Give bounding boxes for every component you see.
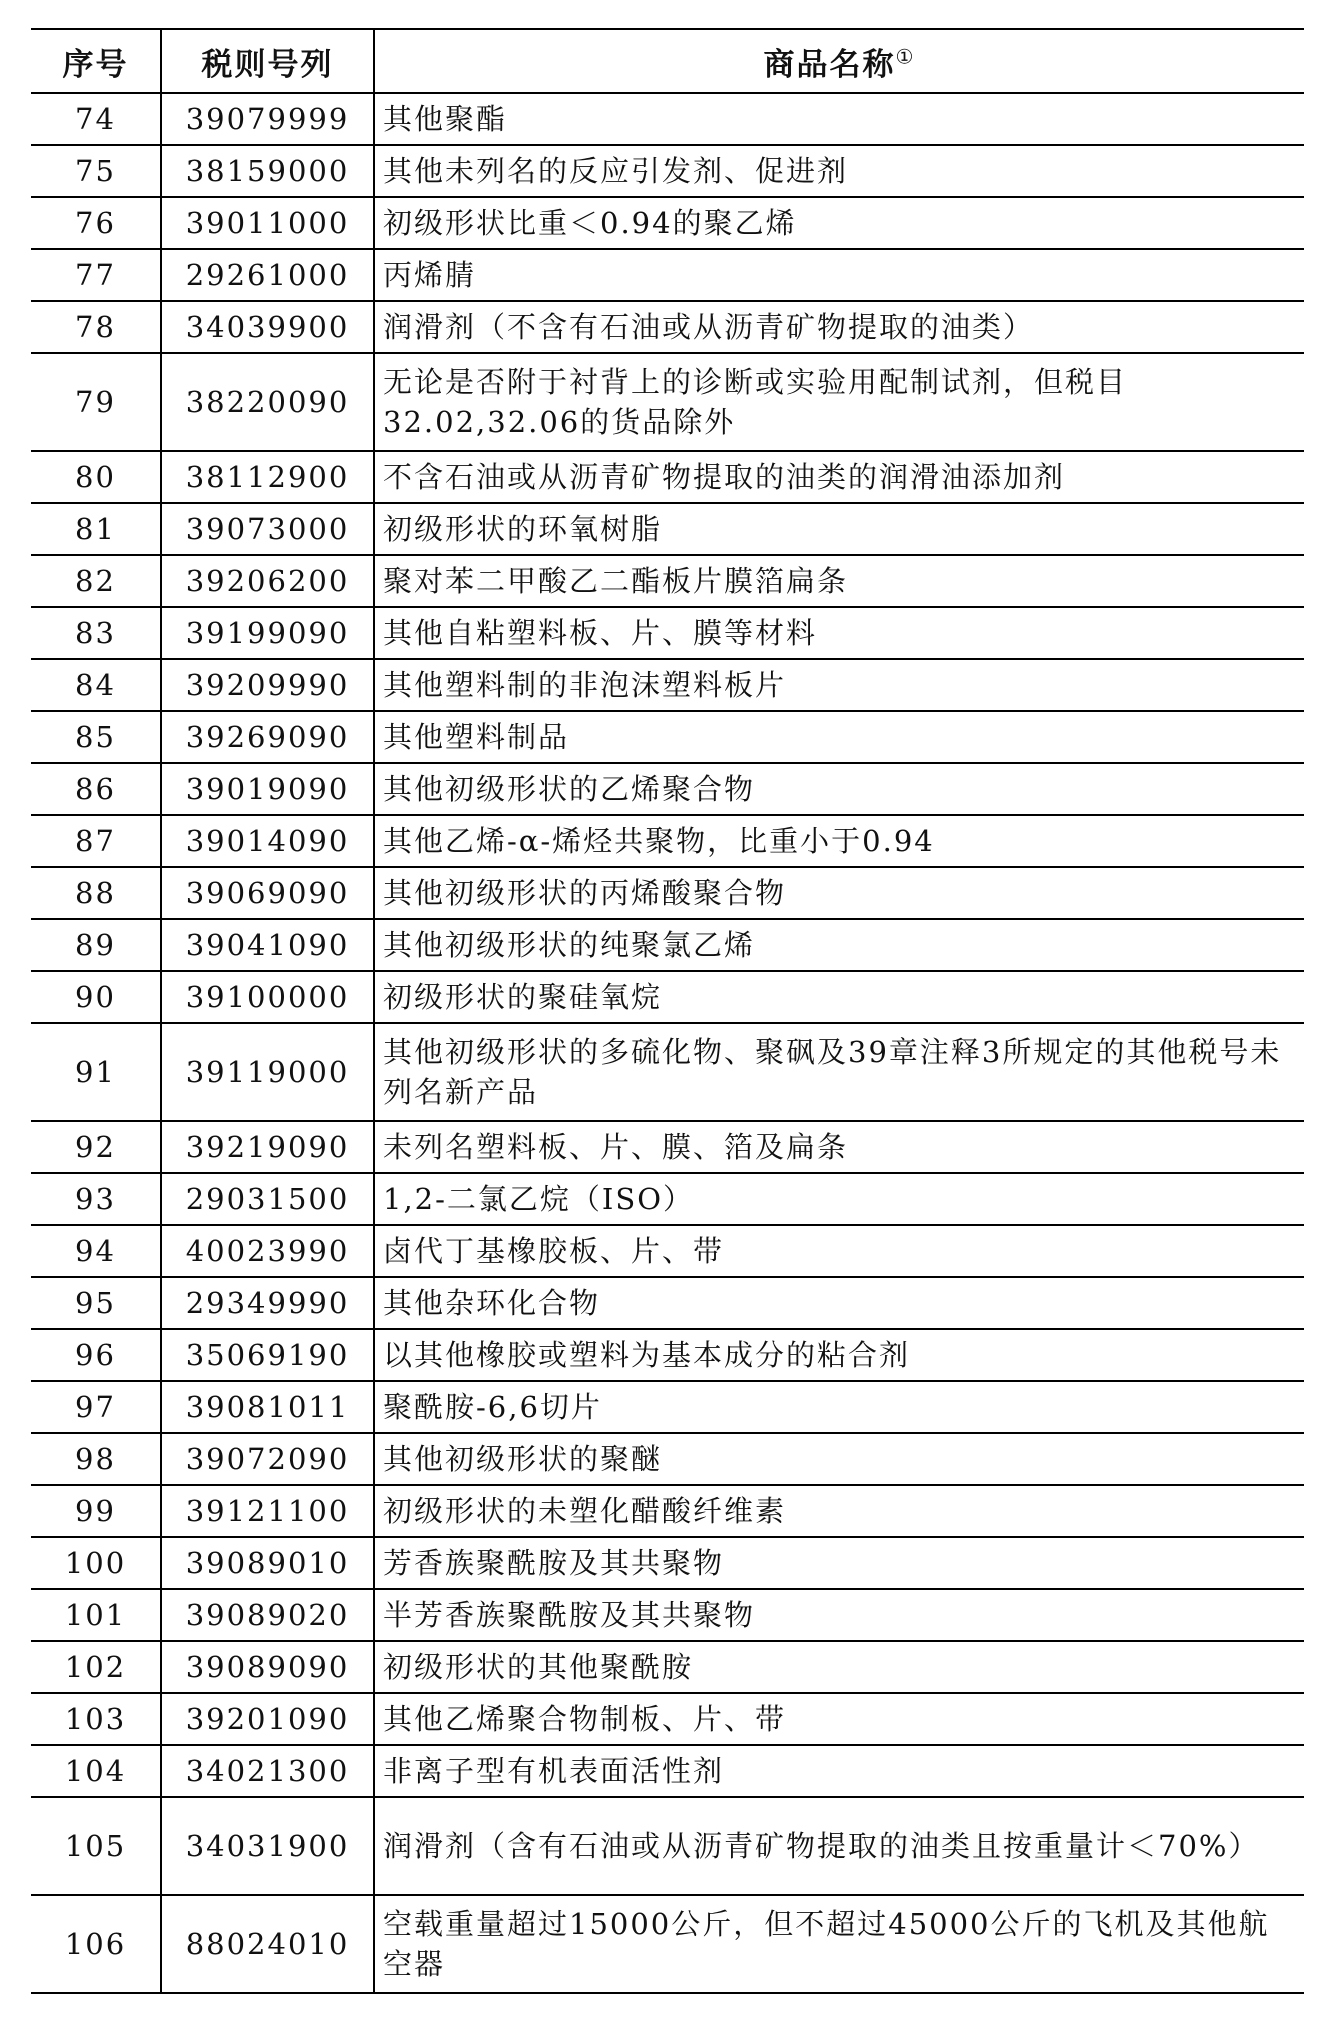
seq-cell: 96 [31, 1329, 161, 1381]
seq-cell: 86 [31, 763, 161, 815]
table-row [31, 145, 1304, 197]
table-row [31, 503, 1304, 555]
table-row [31, 815, 1304, 867]
code-cell: 38220090 [161, 353, 374, 451]
code-cell: 39199090 [161, 607, 374, 659]
seq-cell: 92 [31, 1121, 161, 1173]
table-row [31, 301, 1304, 353]
code-cell: 39219090 [161, 1121, 374, 1173]
code-cell: 39089010 [161, 1537, 374, 1589]
code-cell: 34039900 [161, 301, 374, 353]
code-cell: 39041090 [161, 919, 374, 971]
seq-cell: 85 [31, 711, 161, 763]
name-cell: 其他乙烯聚合物制板、片、带 [374, 1693, 1304, 1745]
seq-cell: 100 [31, 1537, 161, 1589]
name-cell: 其他塑料制品 [374, 711, 1304, 763]
name-cell: 其他初级形状的乙烯聚合物 [374, 763, 1304, 815]
table-row [31, 659, 1304, 711]
table-row [31, 607, 1304, 659]
table-row [31, 1433, 1304, 1485]
table-row [31, 1895, 1304, 1993]
seq-cell: 101 [31, 1589, 161, 1641]
seq-cell: 81 [31, 503, 161, 555]
tariff-table-page [31, 28, 1304, 1994]
seq-cell: 76 [31, 197, 161, 249]
name-cell: 1,2-二氯乙烷（ISO） [374, 1173, 1304, 1225]
code-cell: 40023990 [161, 1225, 374, 1277]
code-cell: 39014090 [161, 815, 374, 867]
table-row [31, 1537, 1304, 1589]
code-cell: 39019090 [161, 763, 374, 815]
code-cell: 39072090 [161, 1433, 374, 1485]
footnote-marker: ① [895, 44, 916, 69]
name-cell: 初级形状的聚硅氧烷 [374, 971, 1304, 1023]
table-row [31, 249, 1304, 301]
code-cell: 39206200 [161, 555, 374, 607]
code-cell: 29031500 [161, 1173, 374, 1225]
seq-cell: 93 [31, 1173, 161, 1225]
table-row [31, 919, 1304, 971]
table-row [31, 451, 1304, 503]
code-cell: 34021300 [161, 1745, 374, 1797]
tariff-table [31, 28, 1304, 1994]
header-code: 税则号列 [161, 29, 374, 93]
name-cell: 丙烯腈 [374, 249, 1304, 301]
name-cell: 其他未列名的反应引发剂、促进剂 [374, 145, 1304, 197]
table-row [31, 1693, 1304, 1745]
seq-cell: 88 [31, 867, 161, 919]
seq-cell: 90 [31, 971, 161, 1023]
seq-cell: 82 [31, 555, 161, 607]
code-cell: 34031900 [161, 1797, 374, 1895]
code-cell: 38159000 [161, 145, 374, 197]
code-cell: 39121100 [161, 1485, 374, 1537]
seq-cell: 99 [31, 1485, 161, 1537]
seq-cell: 89 [31, 919, 161, 971]
seq-cell: 77 [31, 249, 161, 301]
table-row [31, 1329, 1304, 1381]
name-cell: 初级形状比重＜0.94的聚乙烯 [374, 197, 1304, 249]
code-cell: 35069190 [161, 1329, 374, 1381]
table-row [31, 1225, 1304, 1277]
name-cell: 以其他橡胶或塑料为基本成分的粘合剂 [374, 1329, 1304, 1381]
seq-cell: 87 [31, 815, 161, 867]
seq-cell: 75 [31, 145, 161, 197]
name-cell: 其他初级形状的聚醚 [374, 1433, 1304, 1485]
name-cell: 初级形状的环氧树脂 [374, 503, 1304, 555]
table-header-row [31, 29, 1304, 93]
code-cell: 39201090 [161, 1693, 374, 1745]
name-cell: 聚酰胺-6,6切片 [374, 1381, 1304, 1433]
code-cell: 39079999 [161, 93, 374, 145]
table-row [31, 1641, 1304, 1693]
seq-cell: 80 [31, 451, 161, 503]
code-cell: 39073000 [161, 503, 374, 555]
seq-cell: 103 [31, 1693, 161, 1745]
code-cell: 29349990 [161, 1277, 374, 1329]
seq-cell: 102 [31, 1641, 161, 1693]
table-body [31, 93, 1304, 1993]
name-cell: 空载重量超过15000公斤，但不超过45000公斤的飞机及其他航空器 [374, 1895, 1304, 1993]
name-cell: 半芳香族聚酰胺及其共聚物 [374, 1589, 1304, 1641]
table-row [31, 763, 1304, 815]
name-cell: 非离子型有机表面活性剂 [374, 1745, 1304, 1797]
code-cell: 39269090 [161, 711, 374, 763]
name-cell: 无论是否附于衬背上的诊断或实验用配制试剂，但税目32.02,32.06的货品除外 [374, 353, 1304, 451]
code-cell: 39119000 [161, 1023, 374, 1121]
name-cell: 其他杂环化合物 [374, 1277, 1304, 1329]
table-row [31, 1277, 1304, 1329]
table-row [31, 867, 1304, 919]
name-cell: 未列名塑料板、片、膜、箔及扁条 [374, 1121, 1304, 1173]
header-name-label: 商品名称 [763, 46, 896, 83]
name-cell: 初级形状的其他聚酰胺 [374, 1641, 1304, 1693]
seq-cell: 74 [31, 93, 161, 145]
code-cell: 39089020 [161, 1589, 374, 1641]
header-seq: 序号 [31, 29, 161, 93]
name-cell: 卤代丁基橡胶板、片、带 [374, 1225, 1304, 1277]
name-cell: 其他聚酯 [374, 93, 1304, 145]
table-row [31, 1381, 1304, 1433]
name-cell: 初级形状的未塑化醋酸纤维素 [374, 1485, 1304, 1537]
table-row [31, 1023, 1304, 1121]
code-cell: 29261000 [161, 249, 374, 301]
name-cell: 润滑剂（不含有石油或从沥青矿物提取的油类） [374, 301, 1304, 353]
code-cell: 39100000 [161, 971, 374, 1023]
table-row [31, 93, 1304, 145]
table-row [31, 1485, 1304, 1537]
seq-cell: 104 [31, 1745, 161, 1797]
header-name [374, 29, 1304, 93]
seq-cell: 97 [31, 1381, 161, 1433]
name-cell: 润滑剂（含有石油或从沥青矿物提取的油类且按重量计＜70%） [374, 1797, 1304, 1895]
seq-cell: 78 [31, 301, 161, 353]
seq-cell: 98 [31, 1433, 161, 1485]
seq-cell: 83 [31, 607, 161, 659]
seq-cell: 91 [31, 1023, 161, 1121]
table-row [31, 1797, 1304, 1895]
name-cell: 其他初级形状的丙烯酸聚合物 [374, 867, 1304, 919]
seq-cell: 106 [31, 1895, 161, 1993]
seq-cell: 94 [31, 1225, 161, 1277]
table-row [31, 1121, 1304, 1173]
seq-cell: 105 [31, 1797, 161, 1895]
code-cell: 39011000 [161, 197, 374, 249]
seq-cell: 79 [31, 353, 161, 451]
name-cell: 其他乙烯-α-烯烃共聚物，比重小于0.94 [374, 815, 1304, 867]
table-row [31, 197, 1304, 249]
table-row [31, 1173, 1304, 1225]
name-cell: 芳香族聚酰胺及其共聚物 [374, 1537, 1304, 1589]
code-cell: 39209990 [161, 659, 374, 711]
code-cell: 39089090 [161, 1641, 374, 1693]
name-cell: 其他塑料制的非泡沫塑料板片 [374, 659, 1304, 711]
name-cell: 其他初级形状的多硫化物、聚砜及39章注释3所规定的其他税号未列名新产品 [374, 1023, 1304, 1121]
name-cell: 聚对苯二甲酸乙二酯板片膜箔扁条 [374, 555, 1304, 607]
seq-cell: 84 [31, 659, 161, 711]
code-cell: 38112900 [161, 451, 374, 503]
table-row [31, 353, 1304, 451]
name-cell: 其他初级形状的纯聚氯乙烯 [374, 919, 1304, 971]
code-cell: 39081011 [161, 1381, 374, 1433]
name-cell: 不含石油或从沥青矿物提取的油类的润滑油添加剂 [374, 451, 1304, 503]
table-row [31, 1745, 1304, 1797]
code-cell: 39069090 [161, 867, 374, 919]
table-row [31, 711, 1304, 763]
table-row [31, 1589, 1304, 1641]
code-cell: 88024010 [161, 1895, 374, 1993]
name-cell: 其他自粘塑料板、片、膜等材料 [374, 607, 1304, 659]
seq-cell: 95 [31, 1277, 161, 1329]
table-row [31, 971, 1304, 1023]
table-row [31, 555, 1304, 607]
